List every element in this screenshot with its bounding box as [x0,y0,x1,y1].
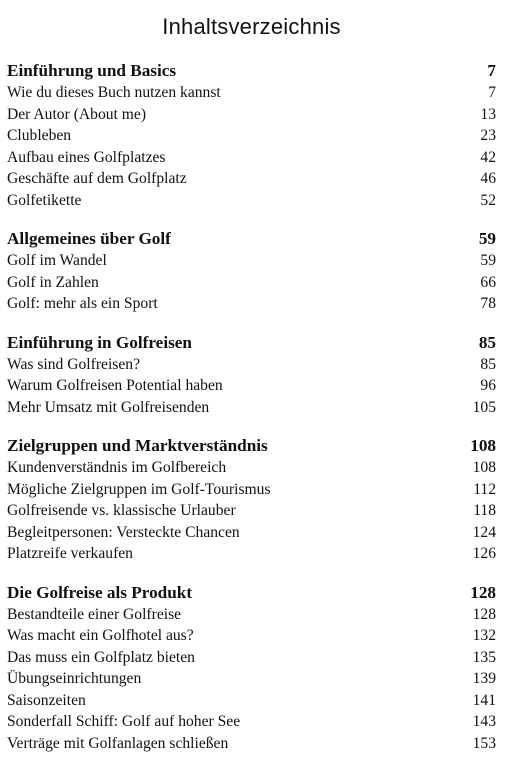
toc-entry-page: 153 [472,734,496,752]
toc-entry-page: 85 [480,355,496,373]
section-heading[interactable] [7,228,496,250]
toc-entry[interactable] [7,647,496,669]
toc-entry-page: 78 [480,295,496,312]
toc-entry[interactable] [7,293,496,315]
section-heading[interactable] [7,582,496,604]
toc-entry[interactable] [7,479,496,501]
page-title: Inhaltsverzeichnis [162,14,341,39]
toc-entry-page: 105 [472,398,496,416]
toc-entry-label: Kundenverständnis im Golfbereich [7,459,227,476]
toc-entry-label: Was sind Golfreisen? [7,355,140,373]
toc-entry-label: Saisonzeiten [7,691,86,709]
toc-entry-label: Was macht ein Golfhotel aus? [7,627,194,644]
toc-entry[interactable] [7,522,496,544]
toc-entry-label: Das muss ein Golfplatz bieten [7,648,195,666]
toc-entry-page: 132 [472,627,496,644]
section-heading[interactable] [7,435,496,457]
toc-entry[interactable] [7,690,496,712]
toc-entry-label: Wie du dieses Buch nutzen kannst [7,84,221,101]
toc-entry-page: 126 [472,545,496,562]
section-heading-label: Einführung in Golfreisen [7,332,192,352]
toc-entry-label: Übungseinrichtungen [7,670,142,687]
toc-entry[interactable] [7,125,496,147]
toc-entry-label: Platzreife verkaufen [7,545,133,562]
toc-entry-label: Aufbau eines Golfplatzes [7,148,166,166]
toc-entry[interactable] [7,104,496,126]
toc-entry-page: 124 [472,523,496,541]
toc-entry-label: Begleitpersonen: Versteckte Chancen [7,523,240,541]
toc-entry-page: 66 [480,273,496,291]
toc-entry-page: 118 [473,502,496,519]
toc-entry-label: Verträge mit Golfanlagen schließen [7,734,229,752]
section-heading-page: 108 [470,436,496,455]
toc-entry[interactable] [7,500,496,522]
toc-entry[interactable] [7,668,496,690]
toc-entry-label: Bestandteile einer Golfreise [7,605,182,623]
section-heading-label: Die Golfreise als Produkt [7,582,193,602]
section-heading-label: Zielgruppen und Marktverständnis [7,436,268,455]
toc-entry[interactable] [7,190,496,212]
toc-entry-page: 7 [488,84,496,101]
toc-entry-label: Golf in Zahlen [7,273,99,291]
toc-entry-label: Der Autor (About me) [7,105,147,123]
toc-entry[interactable] [7,168,496,190]
section-heading-label: Einführung und Basics [7,61,177,80]
toc-entry[interactable] [7,625,496,647]
section-heading-page: 128 [470,582,496,602]
toc-entry-label: Golfetikette [7,191,82,209]
section-heading-page: 85 [478,332,496,352]
section-heading-page: 7 [487,61,496,80]
toc-entry-page: 112 [473,480,496,498]
toc-entry-page: 143 [472,713,496,730]
toc-entry[interactable] [7,354,496,376]
toc-entry-page: 13 [480,105,496,123]
toc-entry-label: Clubleben [7,127,72,144]
toc-entry-page: 46 [480,170,496,187]
toc-entry[interactable] [7,733,496,755]
toc-entry-label: Warum Golfreisen Potential haben [7,377,223,394]
toc-entry-label: Geschäfte auf dem Golfplatz [7,170,187,187]
toc-entry-page: 23 [480,127,496,144]
toc-section [7,435,496,565]
toc-entry-page: 59 [480,252,496,269]
toc-entry-page: 52 [480,191,496,209]
toc-entry[interactable] [7,604,496,626]
toc-section [7,60,496,211]
section-heading-page: 59 [478,229,496,248]
toc-entry-page: 135 [472,648,496,666]
section-heading[interactable] [7,332,496,354]
toc-section [7,582,496,755]
toc-section [7,228,496,315]
toc-entry-label: Mehr Umsatz mit Golfreisenden [7,398,210,416]
toc-entry[interactable] [7,272,496,294]
toc-entry[interactable] [7,711,496,733]
toc-entry[interactable] [7,375,496,397]
toc-entry-label: Golf im Wandel [7,252,107,269]
toc-entry[interactable] [7,457,496,479]
section-heading-label: Allgemeines über Golf [7,229,171,248]
toc-entry-page: 108 [472,459,496,476]
toc-entry[interactable] [7,397,496,419]
toc-entry[interactable] [7,147,496,169]
toc-entry-page: 96 [480,377,496,394]
toc-entry[interactable] [7,82,496,104]
toc-entry-page: 139 [472,670,496,687]
section-heading[interactable] [7,60,496,82]
toc-entry-page: 42 [480,148,496,166]
toc-entry-label: Sonderfall Schiff: Golf auf hoher See [7,713,241,730]
toc-entry-label: Golf: mehr als ein Sport [7,295,158,312]
toc-entry-page: 141 [472,691,496,709]
toc-entry-page: 128 [472,605,496,623]
toc-entry[interactable] [7,250,496,272]
toc-entry-label: Mögliche Zielgruppen im Golf-Tourismus [7,480,271,498]
toc-entry[interactable] [7,543,496,565]
toc-section [7,332,496,419]
toc-entry-label: Golfreisende vs. klassische Urlauber [7,502,236,519]
